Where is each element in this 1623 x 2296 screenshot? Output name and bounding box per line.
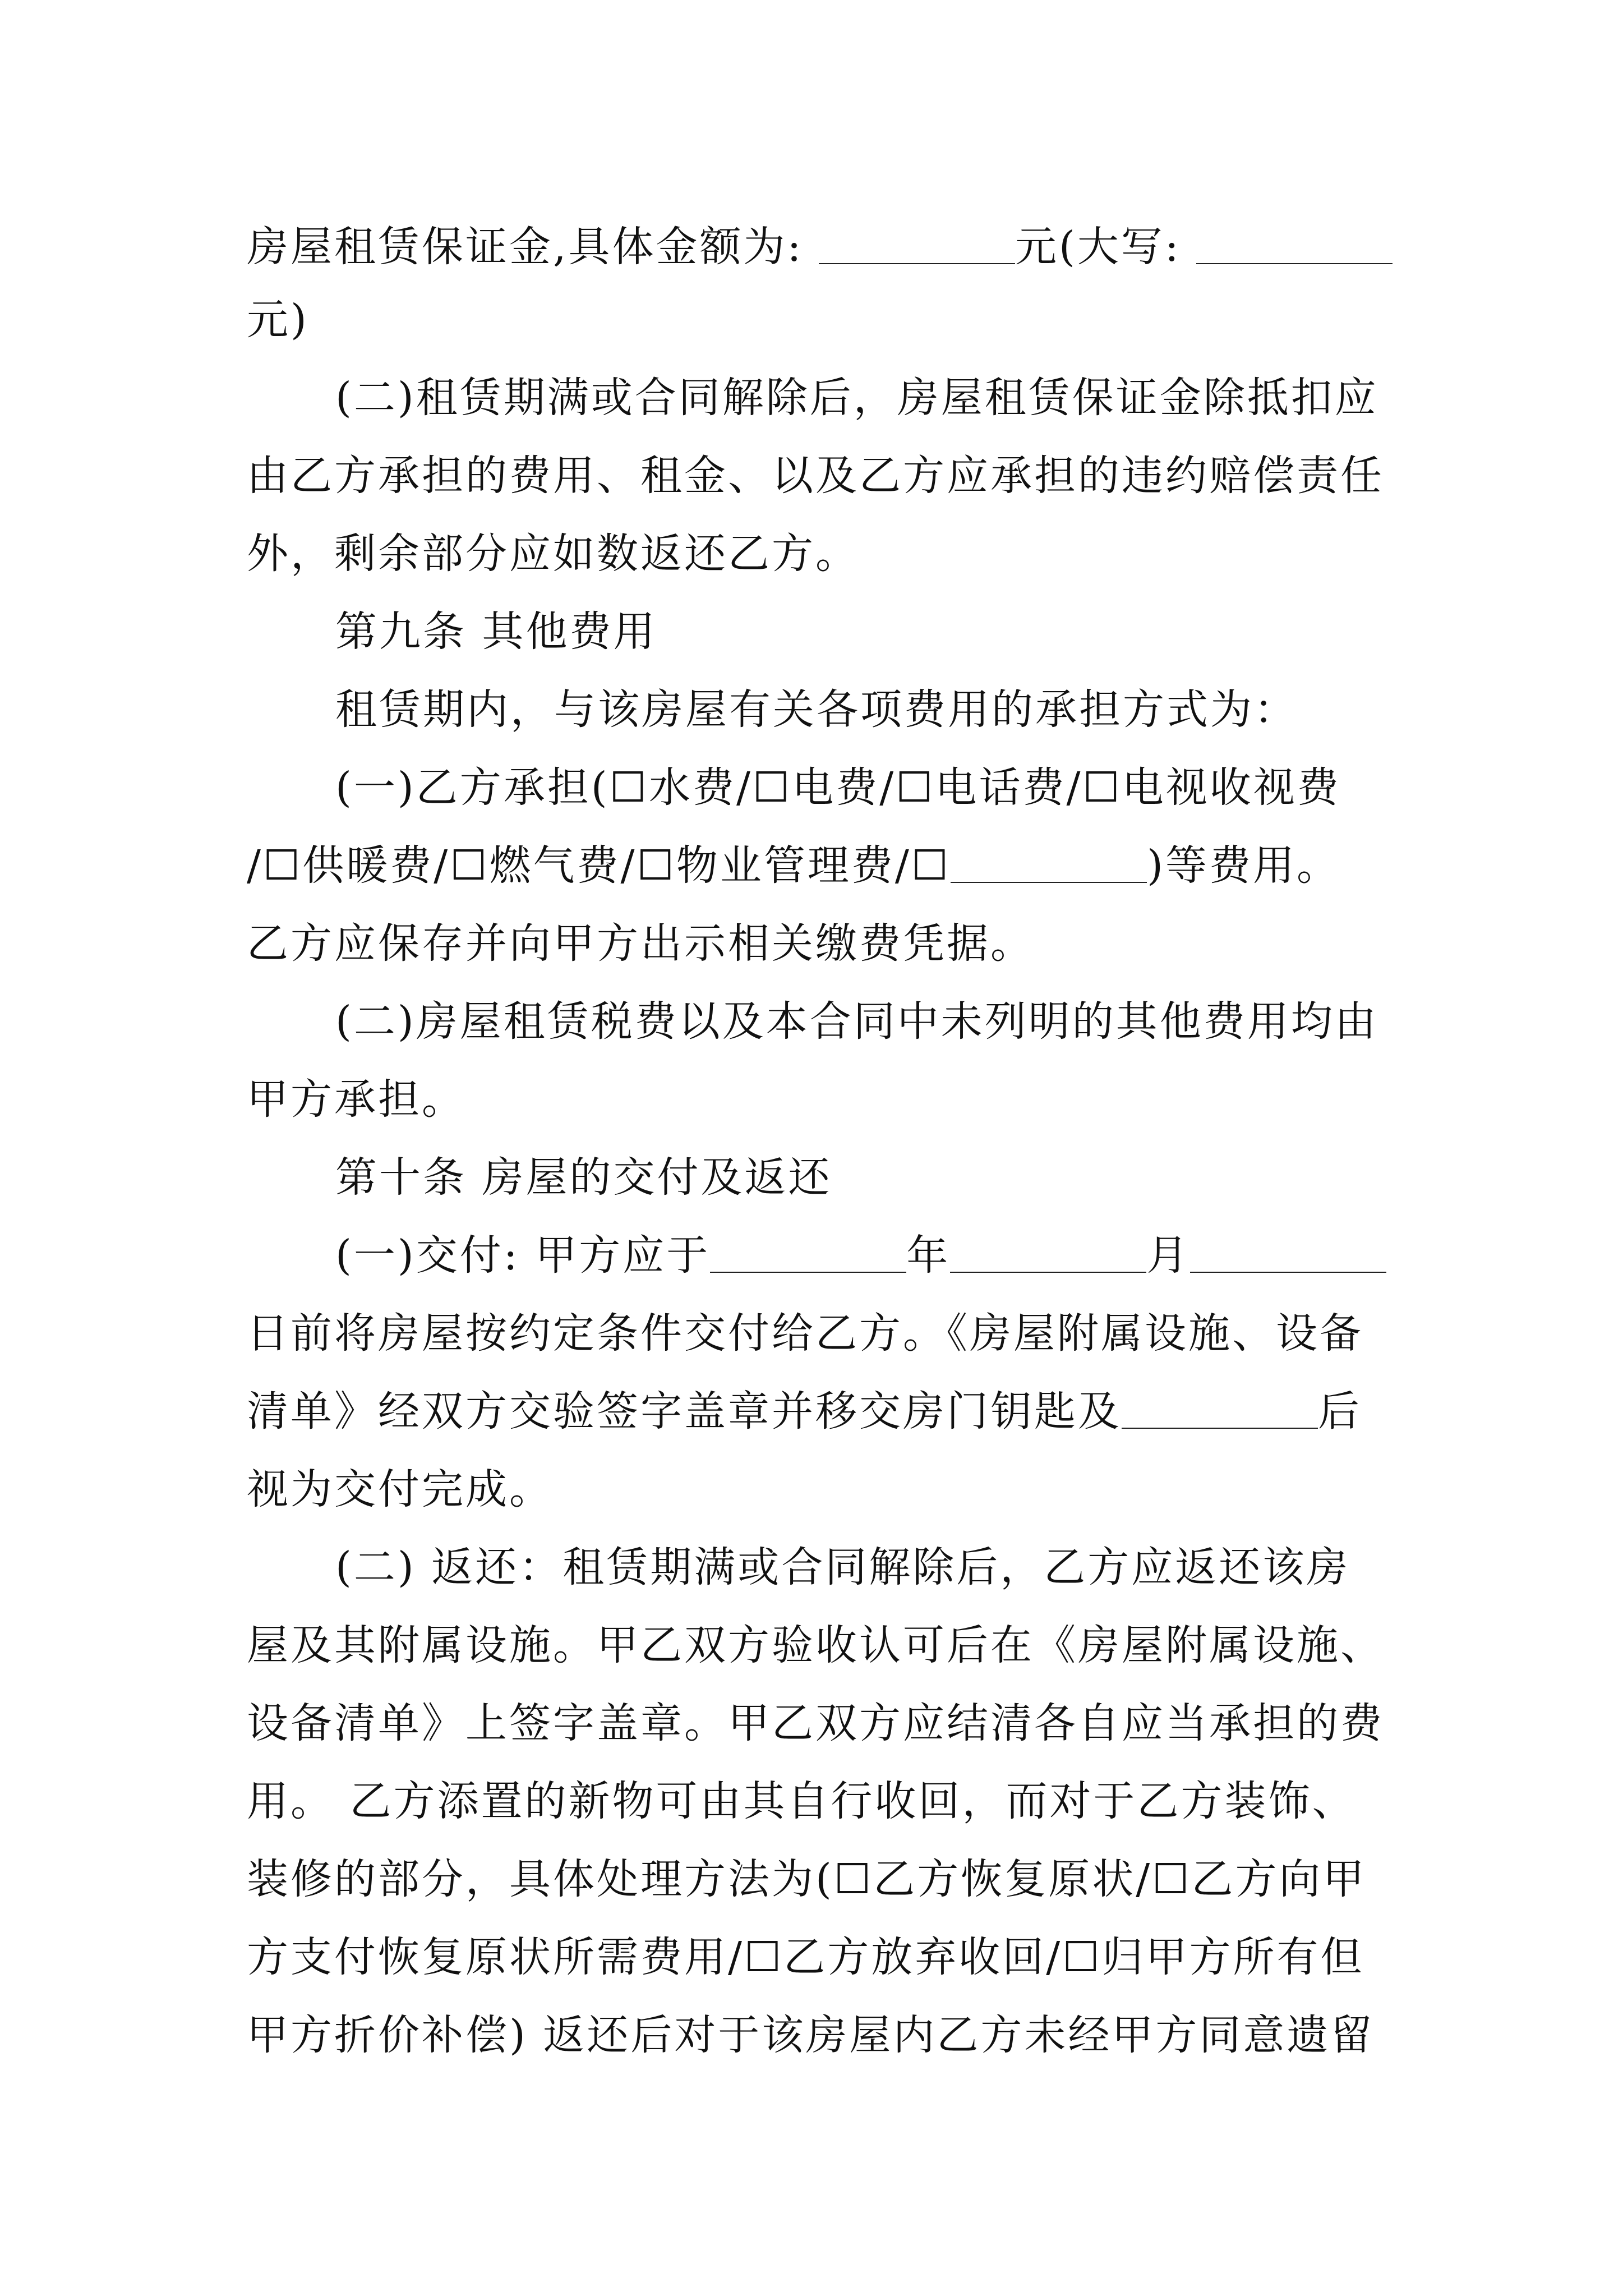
text-segment: (一)乙方承担(☐水费/☐电费/☐电话费/☐电视收视费 — [335, 763, 1341, 812]
text-line-22 — [247, 1843, 1366, 1916]
text-segment: 甲方承担。 — [247, 1075, 465, 1124]
text-segment: 元) — [247, 296, 309, 344]
text-line-8 — [335, 751, 1341, 824]
text-segment: 由乙方承担的费用、租金、以及乙方应承担的违约赔偿责任 — [247, 452, 1384, 500]
text-segment: /☐供暖费/☐燃气费/☐物业管理费/☐ — [247, 841, 951, 890]
text-segment: 乙方应保存并向甲方出示相关缴费凭据。 — [247, 919, 1034, 968]
text-segment: (二)房屋租赁税费以及本合同中未列明的其他费用均由 — [335, 997, 1378, 1046]
text-line-5 — [247, 517, 859, 590]
text-line-21 — [247, 1765, 1356, 1838]
text-line-12 — [247, 1063, 465, 1136]
text-segment: 视为交付完成。 — [247, 1465, 553, 1513]
text-line-19 — [247, 1609, 1384, 1682]
text-line-4 — [247, 439, 1384, 512]
text-segment: 年 — [906, 1231, 951, 1280]
text-line-11 — [335, 985, 1378, 1058]
text-line-24 — [247, 1999, 1374, 2072]
text-segment: 后 — [1318, 1387, 1362, 1435]
text-segment: 月 — [1146, 1231, 1191, 1280]
text-line-1 — [247, 210, 1393, 283]
fill-blank-other-fee — [951, 840, 1147, 883]
text-segment: 方支付恢复原状所需费用/☐乙方放弃收回/☐归甲方所有但 — [247, 1933, 1364, 1981]
text-segment: 外，剩余部分应如数返还乙方。 — [247, 530, 859, 578]
text-segment: (一)交付: 甲方应于 — [335, 1231, 711, 1280]
text-line-2 — [247, 283, 309, 356]
text-segment: 元(大写: — [1015, 223, 1197, 271]
text-line-20 — [247, 1687, 1384, 1760]
text-segment: 屋及其附属设施。甲乙双方验收认可后在《房屋附属设施、 — [247, 1621, 1384, 1669]
text-line-17 — [247, 1453, 553, 1526]
text-segment: 用。 乙方添置的新物可由其自行收回，而对于乙方装饰、 — [247, 1777, 1356, 1825]
fill-blank-amount — [819, 222, 1015, 264]
text-segment: (二) 返还：租赁期满或合同解除后，乙方应返还该房 — [335, 1543, 1350, 1591]
section-heading-10 — [335, 1141, 832, 1214]
text-line-15 — [247, 1297, 1363, 1370]
text-segment: 租赁期内，与该房屋有关各项费用的承担方式为： — [335, 685, 1298, 734]
fill-blank-day — [1190, 1230, 1386, 1273]
text-line-10 — [247, 907, 1034, 980]
text-segment: 第九条 其他费用 — [335, 608, 657, 656]
text-line-14 — [335, 1219, 1386, 1292]
text-line-16 — [247, 1375, 1362, 1448]
text-line-9 — [247, 829, 1340, 902]
text-segment: 日前将房屋按约定条件交付给乙方。《房屋附属设施、设备 — [247, 1309, 1363, 1358]
text-segment: )等费用。 — [1147, 841, 1340, 890]
text-line-23 — [247, 1921, 1364, 1994]
text-segment: 装修的部分，具体处理方法为(☐乙方恢复原状/☐乙方向甲 — [247, 1855, 1367, 1903]
text-segment: 清单》经双方交验签字盖章并移交房门钥匙及 — [247, 1387, 1122, 1435]
section-heading-9 — [335, 595, 657, 668]
text-segment: 设备清单》上签字盖章。甲乙双方应结清各自应当承担的费 — [247, 1699, 1384, 1747]
text-line-7 — [335, 673, 1298, 746]
fill-blank-year — [710, 1230, 906, 1273]
fill-blank-handover-item — [1122, 1386, 1318, 1429]
text-line-3 — [335, 361, 1378, 434]
text-segment: (二)租赁期满或合同解除后，房屋租赁保证金除抵扣应 — [335, 374, 1378, 422]
text-segment: 甲方折价补偿) 返还后对于该房屋内乙方未经甲方同意遗留 — [247, 2011, 1375, 2059]
fill-blank-month — [950, 1230, 1146, 1273]
text-segment: 第十条 房屋的交付及返还 — [335, 1153, 832, 1202]
text-segment: 房屋租赁保证金,具体金额为: — [247, 223, 819, 271]
text-line-18 — [335, 1531, 1350, 1604]
fill-blank-amount-uppercase — [1196, 222, 1393, 264]
